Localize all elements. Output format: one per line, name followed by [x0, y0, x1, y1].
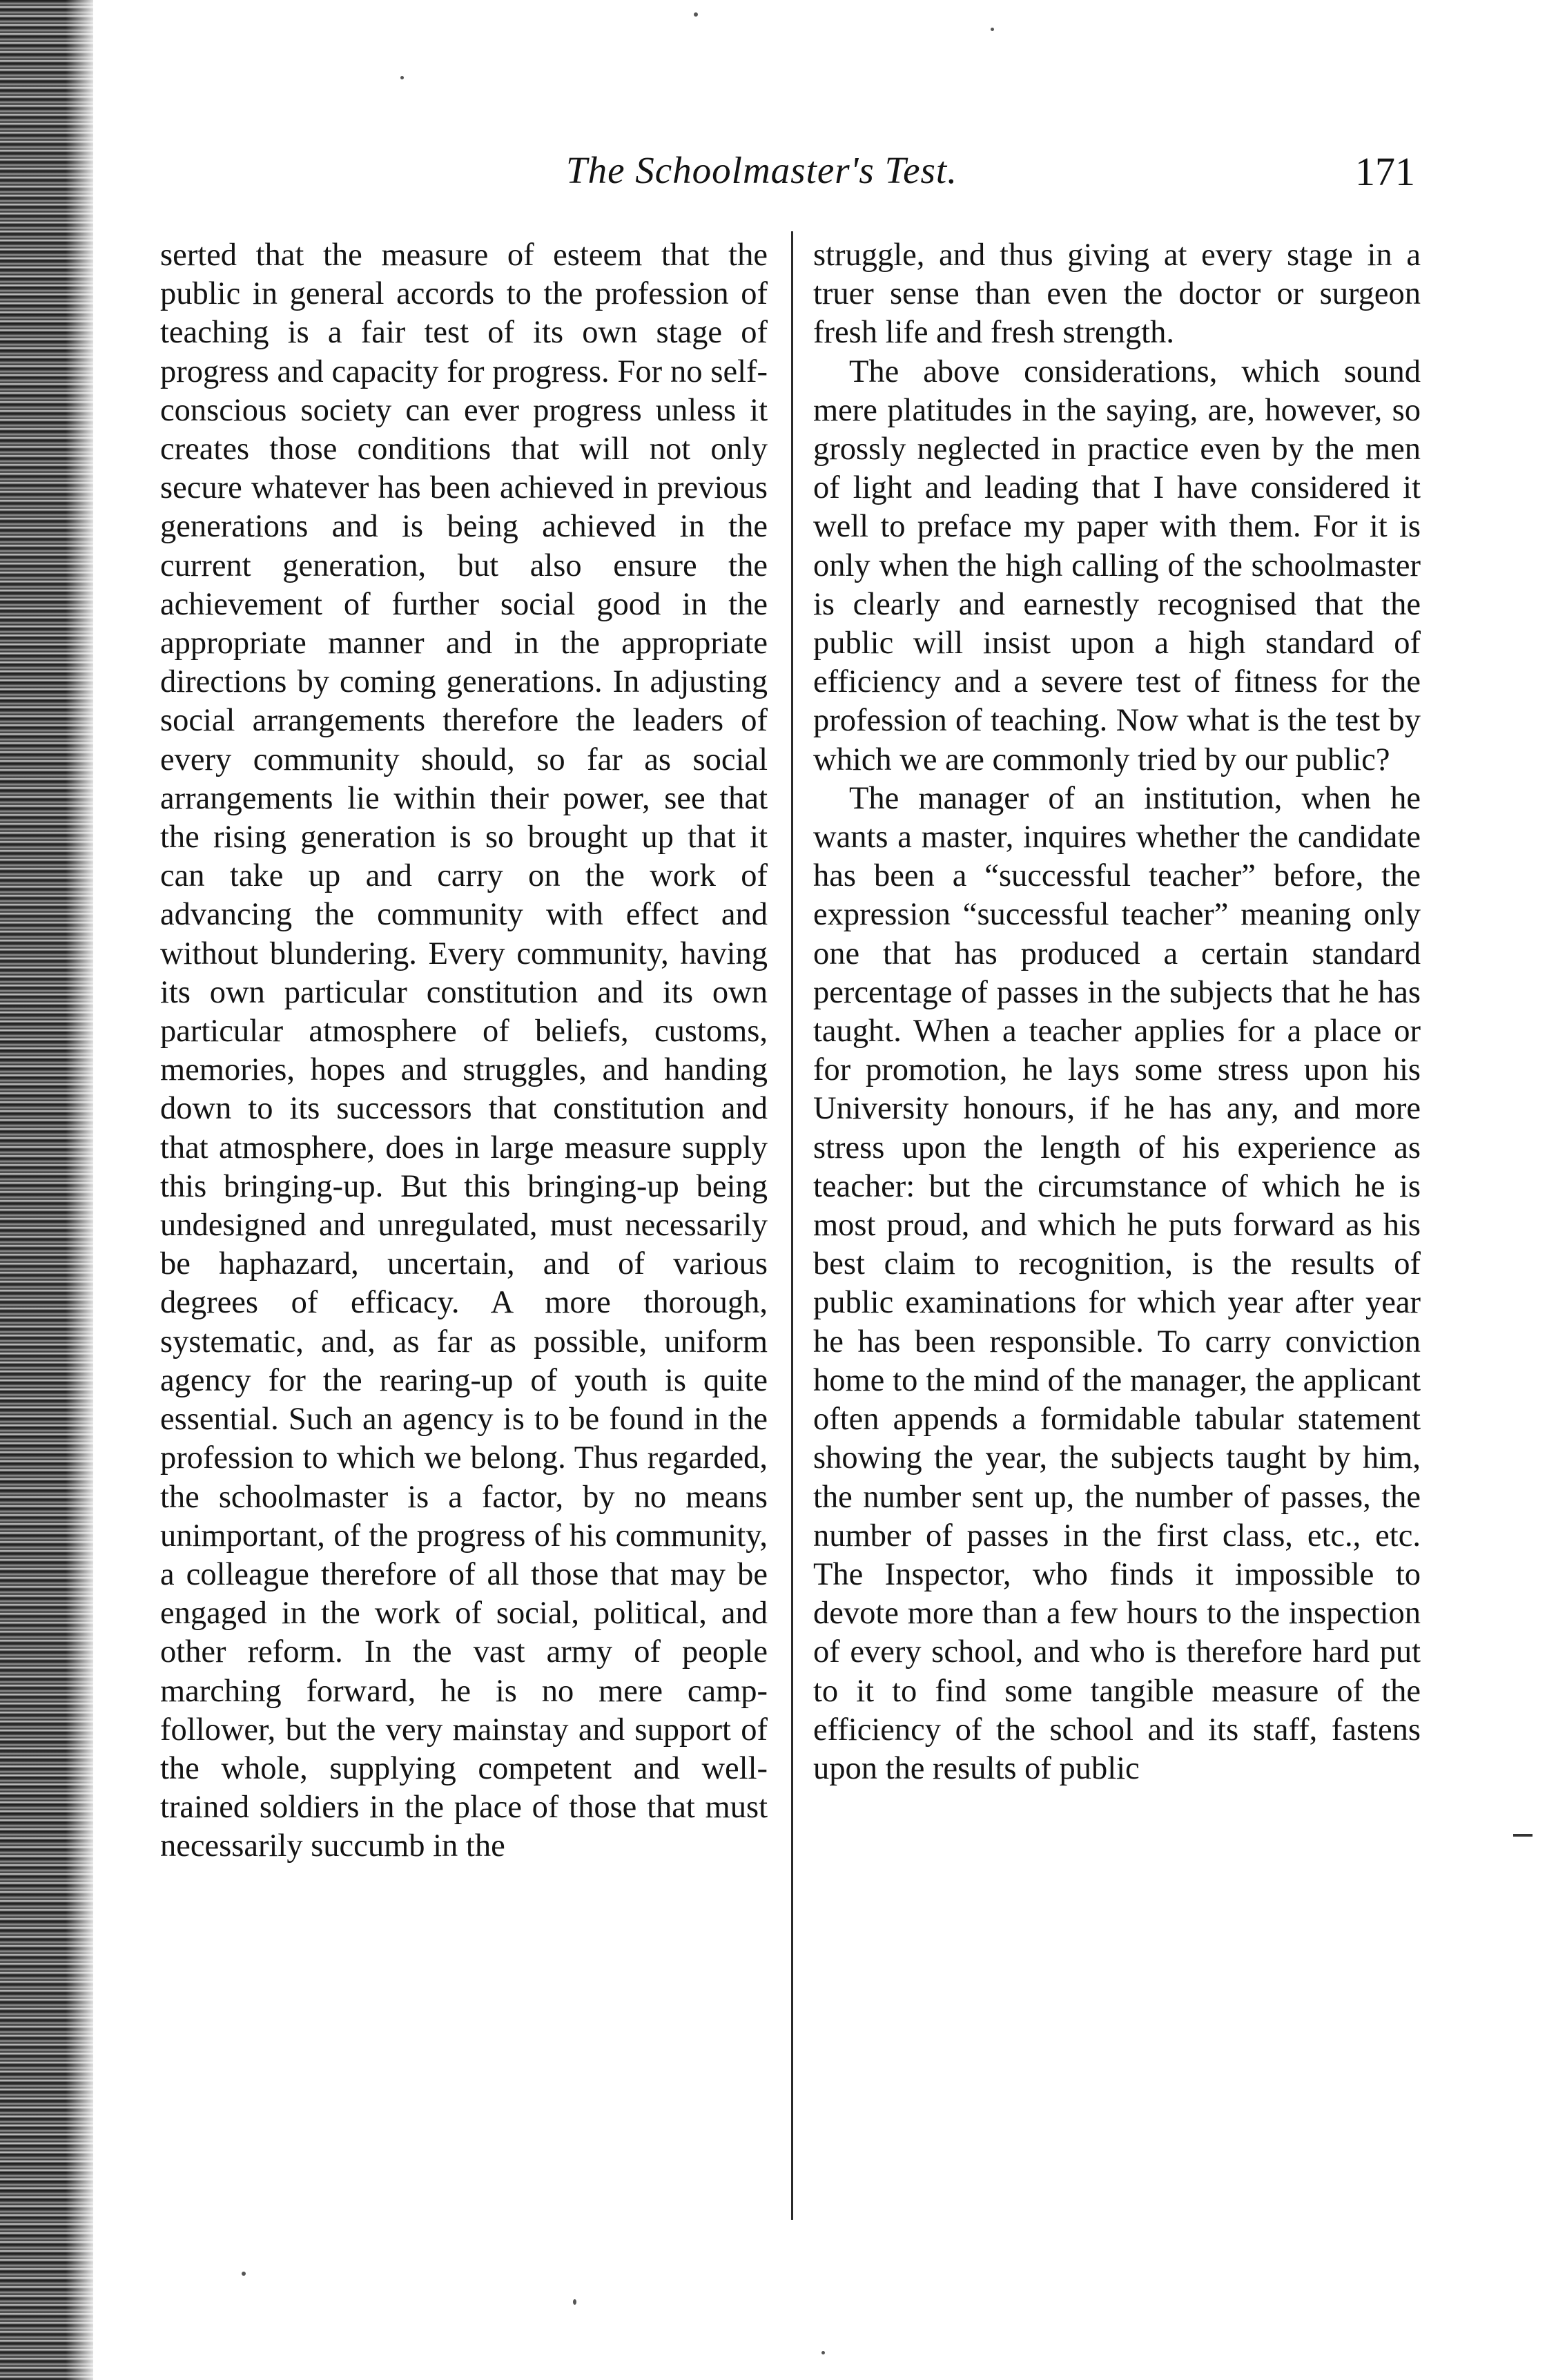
running-head	[566, 148, 1415, 204]
right-paragraph: The above considerations, which sound mere platitudes in the saying, are, however, so grossly neglected in practice even by the men of light and leading that I have considered it well to preface my paper with them. For it is only when the high calling of the schoolmaster is clearly and earnestly recognised that the public will insist upon a high standard of efficiency and a severe test of fitness for the profession of teaching. Now what is the test by which we are commonly tried by our public?	[813, 354, 1421, 777]
left-paragraph: serted that the measure of esteem that the public in general accords to the profession of teaching is a fair test of its own stage of progress and capacity for progress. For no self-conscious society can ever progress unless it creates those conditions that will not only secure whatever has been achieved in previous generations and is being achieved in the current generation, but also ensure the achievement of further social good in the appropriate manner and in the appropriate directions by coming generations. In adjusting social arrangements therefore the leaders of every community should, so far as social arrangements lie within their power, see that the rising generation is so brought up that it can take up and carry on the work of advancing the community with effect and without blundering. Every community, having its own particular constitution and its own particular atmosphere of beliefs, customs, memories, hopes and struggles, and handing down to its successors that constitution and that atmosphere, does in large measure supply this bringing-up. But this bringing-up being undesigned and unregulated, must necessarily be haphazard, uncertain, and of various degrees of efficacy. A more thorough, systematic, and, as far as possible, uniform agency for the rearing-up of youth is quite essential. Such an agency is to be found in the profession to which we belong. Thus regarded, the schoolmaster is a factor, by no means unimportant, of the progress of his community, a colleague therefore of all those that may be engaged in the work of social, political, and other reform. In the vast army of people marching forward, he is no mere camp-follower, but the very mainstay and support of the whole, supplying competent and well-trained soldiers in the place of those that must necessarily succumb in the	[160, 238, 768, 1864]
right-column	[813, 236, 1421, 1788]
scan-speck	[694, 12, 698, 17]
right-paragraph-continued: struggle, and thus giving at every stage in a truer sense than even the doctor or surgeon fresh life and fresh strength.	[813, 238, 1421, 351]
right-paragraph: The manager of an institution, when he wants a master, inquires whether the candidate has been a “successful teacher” before, the expression “successful teacher” meaning only one that has produced a certain standard percentage of passes in the subjects that he has taught. When a teacher applies for a place or for promotion, he lays some stress upon his University honours, if he has any, and more stress upon the length of his experience as teacher: but the circumstance of which he is most proud, and which he puts forward as his best claim to recognition, is the results of public examinations for which year after year he has been responsible. To carry conviction home to the mind of the manager, the applicant often appends a formidable tabular statement showing the year, the subjects taught by him, the number sent up, the number of passes, the number of passes in the first class, etc., etc. The Inspector, who finds it impossible to devote more than a few hours to the inspection of every school, and who is therefore hard put to it to find some tangible measure of the efficiency of the school and its staff, fastens upon the results of public	[813, 780, 1421, 1786]
scan-speck	[573, 2299, 576, 2305]
scan-speck	[242, 2272, 246, 2276]
margin-mark	[1513, 1834, 1533, 1837]
left-column	[160, 236, 768, 1866]
running-title: The Schoolmaster's Test.	[566, 149, 957, 191]
scan-speck	[991, 28, 994, 31]
column-rule	[791, 231, 793, 2220]
scan-speck	[400, 76, 404, 79]
scanned-binding-edge	[0, 0, 93, 2380]
scan-speck	[821, 2351, 825, 2354]
page-number: 171	[1355, 149, 1415, 194]
